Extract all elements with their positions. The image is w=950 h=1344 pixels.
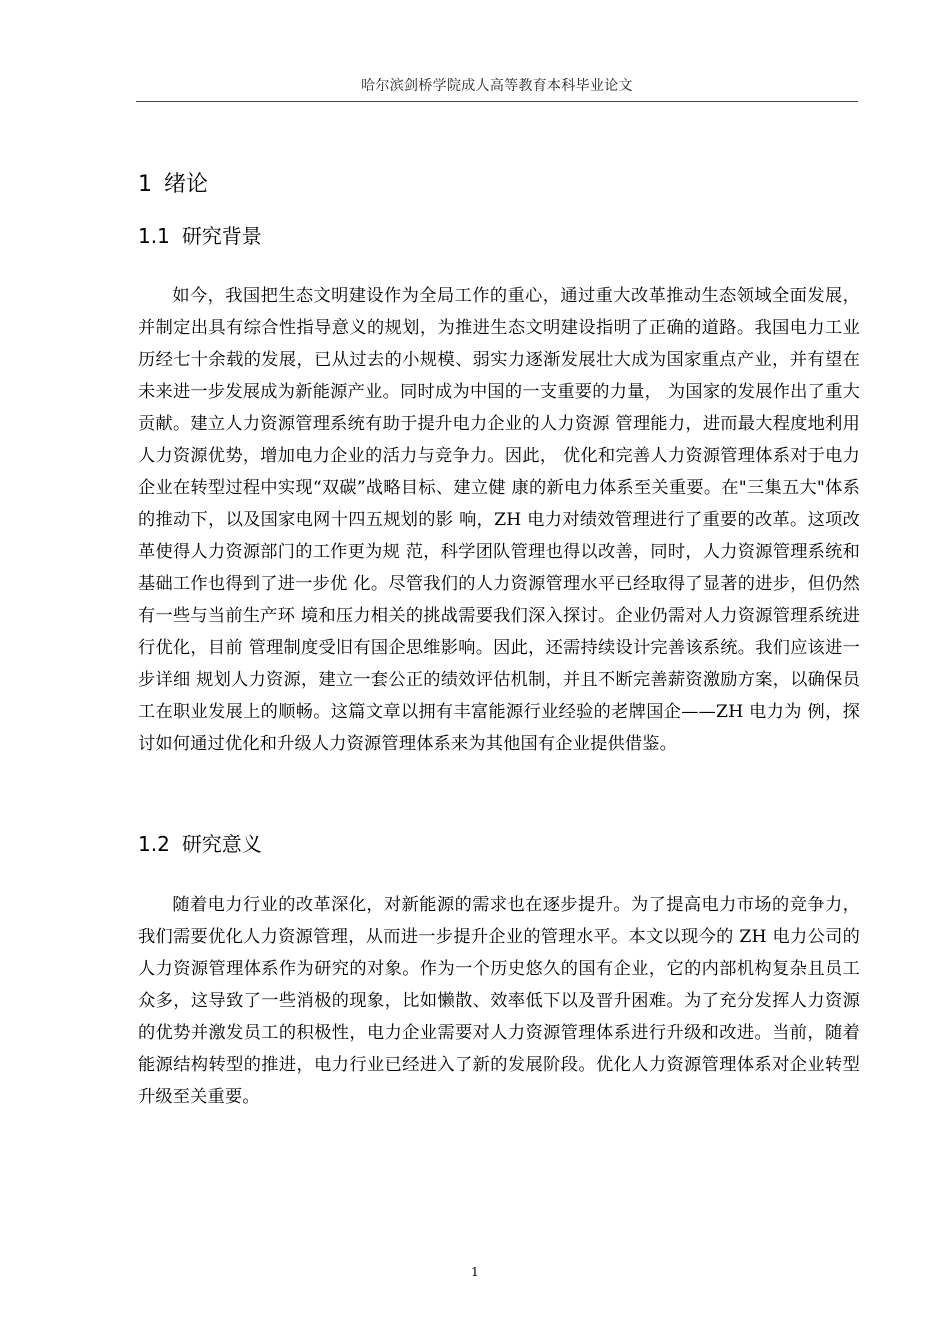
paragraph-research-background: 如今，我国把生态文明建设作为全局工作的重心，通过重大改革推动生态领域全面发展，并制定出具有综合性指导意义的规划，为推进生态文明建设指明了正确的道路。我国电力工业历经七十余载的发展，已从过去的小规模、弱实力逐渐发展壮大成为国家重点产业，并有望在未来进一步发展成为新能源产业。同时成为中国的一支重要的力量， 为国家的发展作出了重大贡献。建立人力资源管理系统有助于提升电力企业的人力资源 管理能力，进而最大程度地利用人力资源优势，增加电力企业的活力与竞争力。因此， 优化和完善人力资源管理体系对于电力企业在转型过程中实现“双碳”战略目标、建立健 康的新电力体系至关重要。在"三集五大"体系的推动下，以及国家电网十四五规划的影 响，ZH 电力对绩效管理进行了重要的改革。这项改革使得人力资源部门的工作更为规 范，科学团队管理也得以改善，同时，人力资源管理系统和基础工作也得到了进一步优 化。尽管我们的人力资源管理水平已经取得了显著的进步，但仍然有一些与当前生产环 境和压力相关的挑战需要我们深入探讨。企业仍需对人力资源管理系统进行优化，目前 管理制度受旧有国企思维影响。因此，还需持续设计完善该系统。我们应该进一步详细 规划人力资源，建立一套公正的绩效评估机制，并且不断完善薪资激励方案，以确保员 工在职业发展上的顺畅。这篇文章以拥有丰富能源行业经验的老牌国企——ZH 电力为 例，探讨如何通过优化和升级人力资源管理体系来为其他国有企业提供借鉴。 bbox=[138, 286, 860, 755]
section-number: 1.2 bbox=[138, 832, 170, 856]
paragraph-research-significance: 随着电力行业的改革深化，对新能源的需求也在逐步提升。为了提高电力市场的竞争力，我们需要优化人力资源管理，从而进一步提升企业的管理水平。本文以现今的 ZH 电力公司的人力资源管理体系作为研究的对象。作为一个历史悠久的国有企业，它的内部机构复杂且员工众多，这导致了一些消极的现象，比如懒散、效率低下以及晋升困难。为了充分发挥人力资源的优势并激发员工的积极性，电力企业需要对人力资源管理体系进行升级和改进。当前，随着能源结构转型的推进，电力行业已经进入了新的发展阶段。优化人力资源管理体系对企业转型升级至关重要。 bbox=[138, 895, 860, 1108]
page-number: 1 bbox=[471, 1265, 479, 1279]
section-title: 研究背景 bbox=[181, 224, 262, 248]
section-title: 研究意义 bbox=[181, 832, 262, 856]
section-heading-research-background bbox=[138, 222, 262, 250]
section-number: 1.1 bbox=[138, 224, 170, 248]
section-heading-research-significance bbox=[138, 830, 262, 858]
chapter-heading bbox=[138, 170, 208, 200]
running-header: 哈尔滨剑桥学院成人高等教育本科毕业论文 bbox=[361, 78, 633, 94]
chapter-number: 1 bbox=[138, 172, 152, 197]
header-divider bbox=[136, 101, 858, 102]
chapter-title: 绪论 bbox=[164, 172, 209, 197]
